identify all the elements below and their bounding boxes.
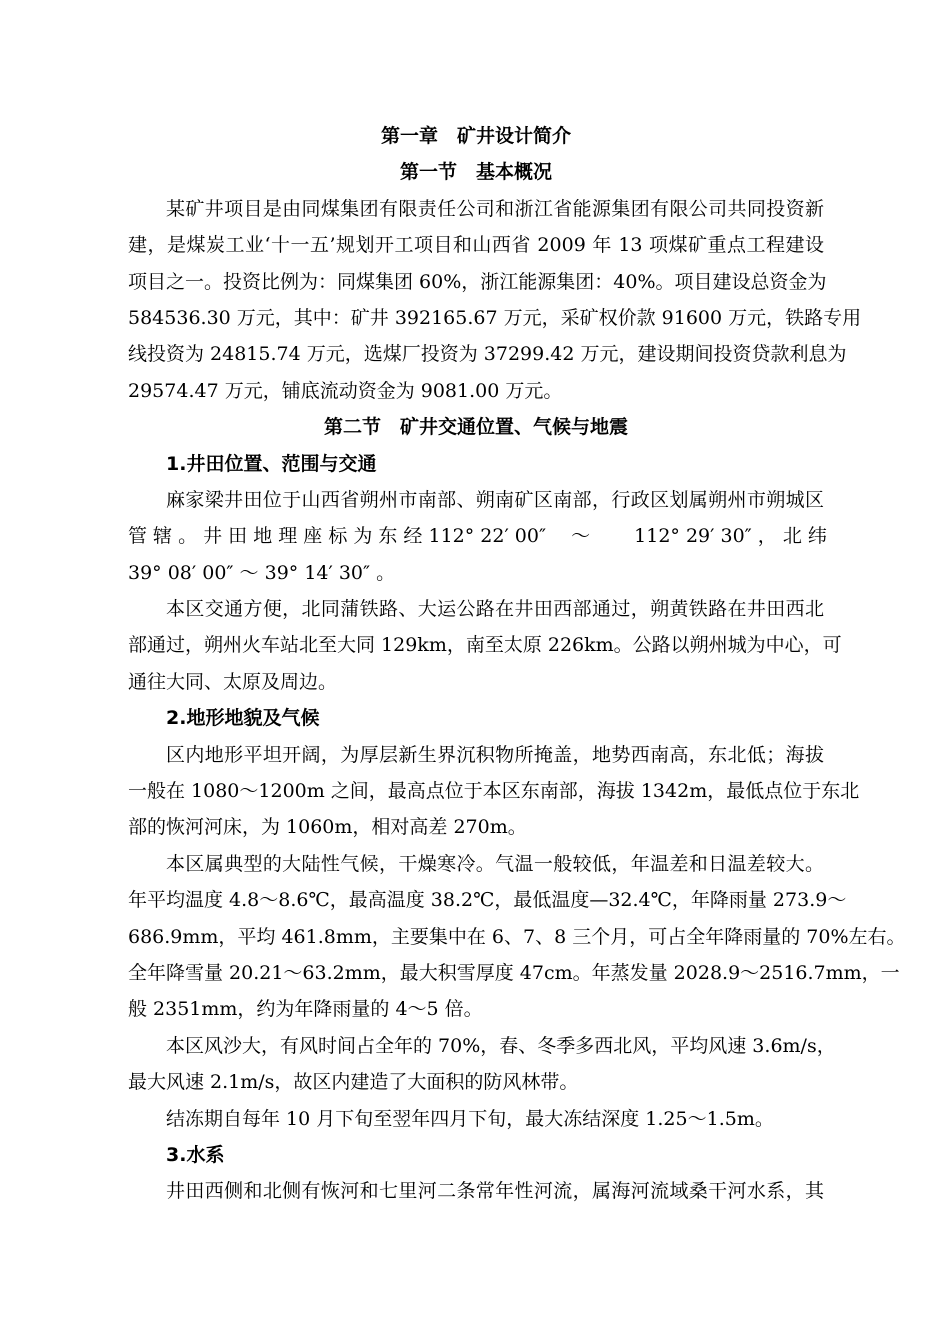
text-line: 最大风速 2.1m/s，故区内建造了大面积的防风林带。 — [128, 1071, 579, 1094]
text-line: 本区风沙大，有风时间占全年的 70%，春、冬季多西北风，平均风速 3.6m/s， — [166, 1034, 836, 1057]
text-line: 部的恢河河床，为 1060m，相对高差 270m。 — [128, 816, 527, 839]
text-line: 一般在 1080～1200m 之间，最高点位于本区东南部，海拔 1342m，最低点位于东北 — [128, 780, 860, 803]
subsection-title-water-system: 3.水系 — [166, 1143, 225, 1166]
text-line: 通往大同、太原及周边。 — [128, 670, 338, 693]
text-line: 某矿井项目是由同煤集团有限责任公司和浙江省能源集团有限公司共同投资新 — [166, 197, 824, 220]
paragraph-water-system — [128, 1173, 824, 1209]
paragraph-project-overview — [128, 191, 862, 409]
text-line: 本区交通方便，北同蒲铁路、大运公路在井田西部通过，朔黄铁路在井田西北 — [166, 598, 824, 621]
section-title-location-climate: 第二节 矿井交通位置、气候与地震 — [323, 416, 628, 439]
text-line: 般 2351mm，约为年降雨量的 4～5 倍。 — [128, 998, 483, 1021]
text-line: 39° 08′ 00″ ～ 39° 14′ 30″ 。 — [128, 561, 396, 584]
text-line: 全年降雪量 20.21～63.2mm，最大积雪厚度 47cm。年蒸发量 2028.9～2516.7mm，一 — [128, 961, 900, 984]
paragraph-wind — [128, 1028, 836, 1101]
text-line: 区内地形平坦开阔，为厚层新生界沉积物所掩盖，地势西南高，东北低；海拔 — [166, 743, 824, 766]
text-line: 年平均温度 4.8～8.6℃，最高温度 38.2℃，最低温度—32.4℃，年降雨量 273.9～ — [128, 889, 847, 912]
chapter-title: 第一章 矿井设计简介 — [380, 125, 571, 147]
subsection-title-location: 1.井田位置、范围与交通 — [166, 452, 377, 475]
text-line: 584536.30 万元，其中：矿井 392165.67 万元，采矿权价款 91600 万元，铁路专用 — [128, 306, 862, 329]
text-line: 686.9mm，平均 461.8mm，主要集中在 6、7、8 三个月，可占全年降雨量的 70%左右。 — [128, 925, 906, 948]
text-line: 部通过，朔州火车站北至大同 129km，南至太原 226km。公路以朔州城为中心，可 — [128, 634, 842, 657]
paragraph-transport — [128, 591, 842, 700]
text-line: 29574.47 万元，铺底流动资金为 9081.00 万元。 — [128, 379, 563, 402]
text-line: 本区属典型的大陆性气候，干燥寒冷。气温一般较低，年温差和日温差较大。 — [166, 852, 824, 875]
paragraph-location — [128, 482, 827, 591]
text-line: 线投资为 24815.74 万元，选煤厂投资为 37299.42 万元，建设期间投资贷款利息为 — [128, 343, 847, 366]
paragraph-climate — [128, 846, 906, 1028]
document-page — [128, 118, 906, 1210]
text-line: 结冻期自每年 10 月下旬至翌年四月下旬，最大冻结深度 1.25～1.5m。 — [166, 1107, 774, 1130]
text-line: 建，是煤炭工业‘十一五’规划开工项目和山西省 2009 年 13 项煤矿重点工程建设 — [128, 234, 824, 257]
text-line: 管 辖 。 井 田 地 理 座 标 为 东 经 112° 22′ 00″ ～ 112° 29′ 30″ ， 北 纬 — [128, 525, 827, 548]
subsection-title-terrain-climate: 2.地形地貌及气候 — [166, 707, 320, 730]
paragraph-terrain — [128, 737, 860, 846]
text-line: 井田西侧和北侧有恢河和七里河二条常年性河流，属海河流域桑干河水系，其 — [166, 1180, 824, 1203]
text-line: 项目之一。投资比例为：同煤集团 60%，浙江能源集团：40%。项目建设总资金为 — [128, 270, 827, 293]
section-title-basic-overview: 第一节 基本概况 — [399, 161, 552, 184]
paragraph-frost — [128, 1101, 824, 1137]
text-line: 麻家梁井田位于山西省朔州市南部、朔南矿区南部，行政区划属朔州市朔城区 — [166, 488, 824, 511]
